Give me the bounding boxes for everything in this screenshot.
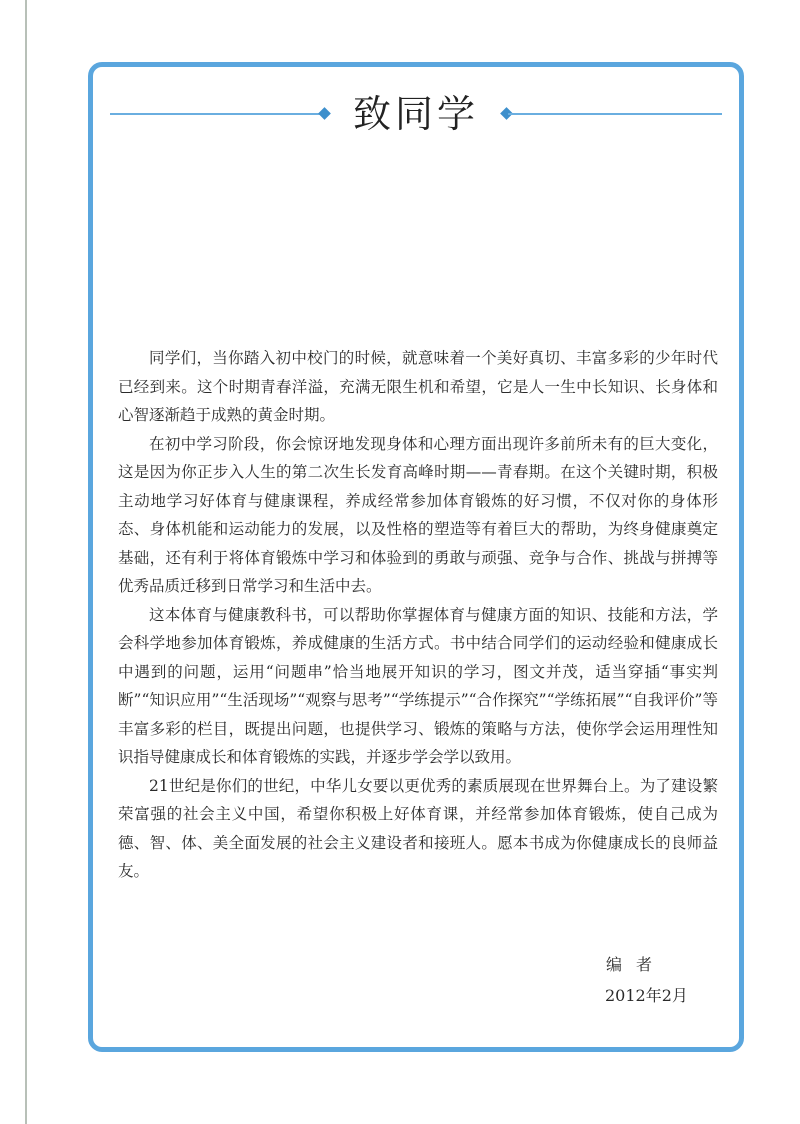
page-binding-edge bbox=[25, 0, 27, 1124]
page-title: 致同学 bbox=[352, 92, 479, 136]
paragraph-1: 同学们，当你踏入初中校门的时候，就意味着一个美好真切、丰富多彩的少年时代已经到来。这个时期青春洋溢，充满无限生机和希望，它是人一生中长知识、长身体和心智逐渐趋于成熟的黄金时期。 bbox=[118, 349, 718, 424]
title-divider-right bbox=[508, 113, 722, 115]
title-row bbox=[110, 92, 722, 136]
signature: 编者 bbox=[606, 955, 667, 974]
paragraph-2: 在初中学习阶段，你会惊讶地发现身体和心理方面出现许多前所未有的巨大变化，这是因为你正步入人生的第二次生长发育高峰时期——青春期。在这个关键时期，积极主动地学习好体育与健康课程，养成经常参加体育锻炼的好习惯，不仅对你的身体形态、身体机能和运动能力的发展，以及性格的塑造等有着巨大的帮助，为终身健康奠定基础，还有利于将体育锻炼中学习和体验到的勇敢与顽强、竞争与合作、挑战与拼搏等优秀品质迁移到日常学习和生活中去。 bbox=[118, 434, 718, 595]
paragraph-3: 这本体育与健康教科书，可以帮助你掌握体育与健康方面的知识、技能和方法，学会科学地参加体育锻炼，养成健康的生活方式。书中结合同学们的运动经验和健康成长中遇到的问题，运用“问题串”恰当地展开知识的学习，图文并茂，适当穿插“事实判断”“知识应用”“生活现场”“观察与思考”“学练提示”“合作探究”“学练拓展”“自我评价”等丰富多彩的栏目，既提出问题，也提供学习、锻炼的策略与方法，使你学会运用理性知识指导健康成长和体育锻炼的实践，并逐步学会学以致用。 bbox=[118, 605, 718, 766]
date: 2012年2月 bbox=[605, 986, 688, 1005]
paragraph-4: 21世纪是你们的世纪，中华儿女要以更优秀的素质展现在世界舞台上。为了建设繁荣富强的社会主义中国，希望你积极上好体育课，并经常参加体育锻炼，使自己成为德、智、体、美全面发展的社会主义建设者和接班人。愿本书成为你健康成长的良师益友。 bbox=[118, 776, 718, 880]
diamond-ornament-left-icon bbox=[318, 107, 331, 120]
title-divider-left bbox=[110, 113, 322, 115]
letter-body bbox=[118, 344, 718, 886]
